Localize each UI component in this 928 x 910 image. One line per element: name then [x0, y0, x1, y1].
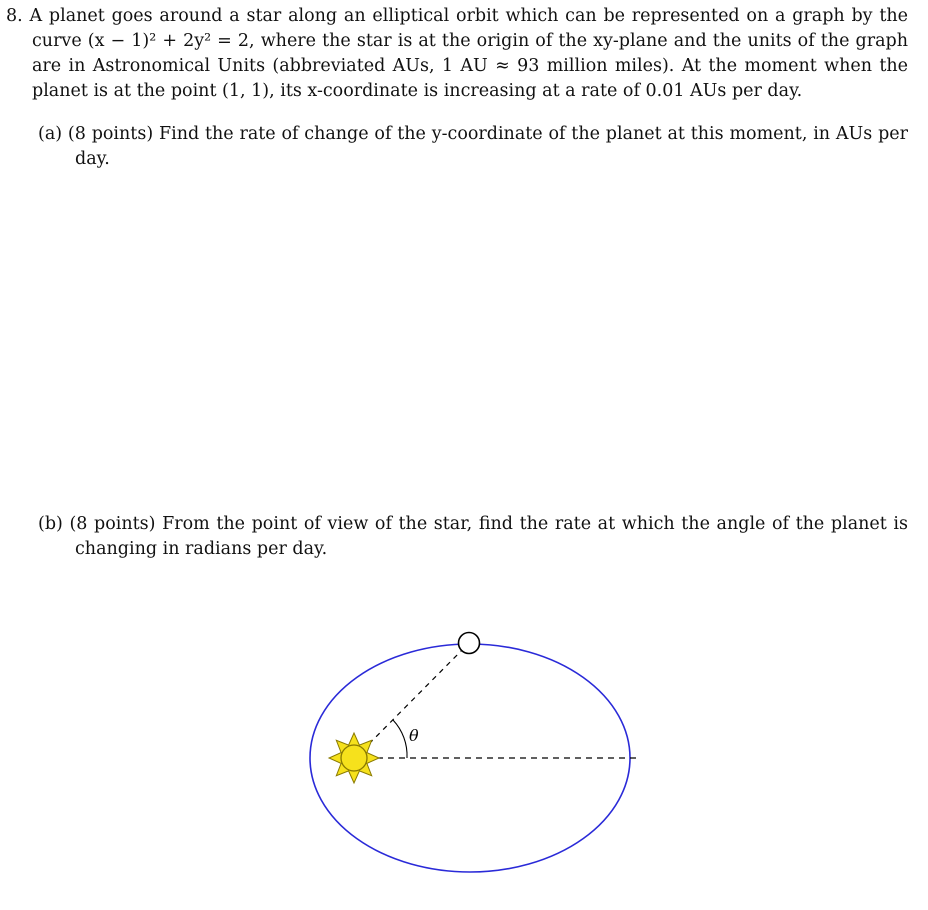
part-a-text [0, 122, 928, 172]
star-sun-icon [329, 733, 379, 783]
part-a-label: (a) [38, 124, 63, 144]
part-b-label: (b) [38, 514, 63, 534]
angle-label: θ [409, 726, 419, 745]
sun-core [341, 745, 367, 771]
problem-number: 8. [6, 6, 23, 26]
part-a-body: (8 points) Find the rate of change of the y-coordinate of the planet at this moment, in AUs per day. [67, 124, 908, 169]
problem-body: A planet goes around a star along an elliptical orbit which can be represented on a graph by the curve (x − 1)² + 2y² = 2, where the star is at the origin of the xy-plane and the units of the graph are in Astronomical Units (abbreviated AUs, 1 AU ≈ 93 million miles). At the moment when the planet is at the point (1, 1), its x-coordinate is increasing at a rate of 0.01 AUs per day. [29, 6, 908, 101]
orbit-figure [290, 620, 670, 890]
angle-arc [393, 720, 407, 758]
problem-statement [0, 4, 928, 104]
problem-text [0, 4, 928, 104]
part-b-body: (8 points) From the point of view of the star, find the rate at which the angle of the planet is changing in radians per day. [69, 514, 908, 559]
part-a [0, 122, 928, 172]
part-b-text [0, 512, 928, 562]
part-b [0, 512, 928, 562]
orbit-diagram [290, 620, 670, 890]
planet-icon [459, 633, 480, 654]
